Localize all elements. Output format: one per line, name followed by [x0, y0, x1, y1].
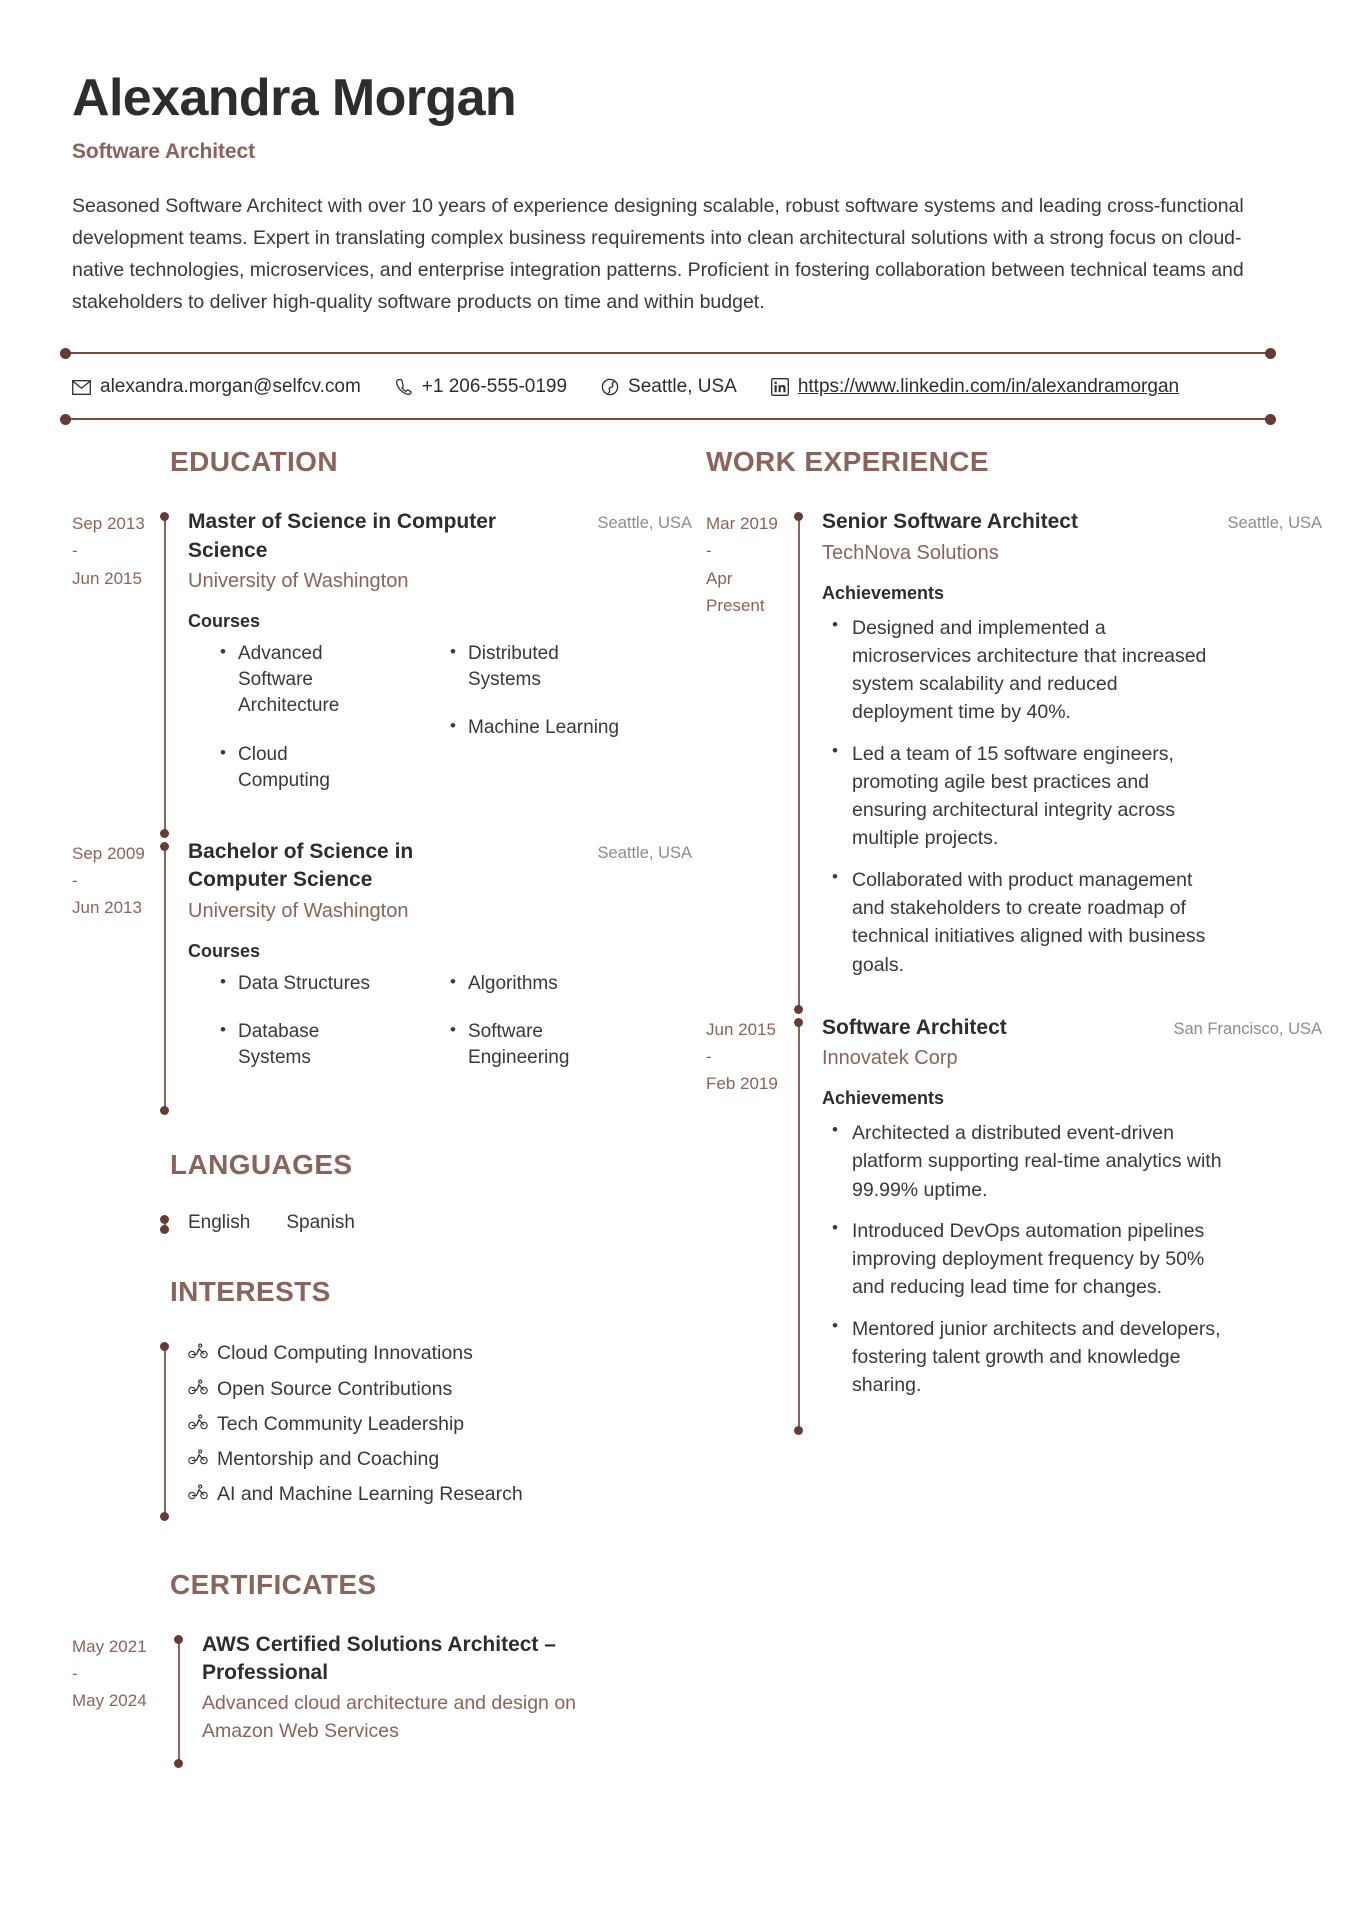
course-item: • Database Systems — [188, 1019, 378, 1071]
date-end: Jun 2013 — [72, 898, 142, 918]
contact-phone[interactable] — [395, 376, 567, 398]
date-start: Mar 2019 — [706, 514, 778, 534]
interest-label: AI and Machine Learning Research — [217, 1483, 523, 1506]
linkedin-icon — [771, 378, 789, 396]
date-start: Sep 2009 — [72, 844, 145, 864]
bicycle-icon — [188, 1338, 208, 1368]
timeline-marker — [792, 1014, 810, 1435]
course-item: • Data Structures — [188, 971, 378, 997]
language-item: English — [188, 1212, 251, 1234]
work-body — [810, 1014, 1322, 1435]
bicycle-icon — [188, 1479, 208, 1509]
education-degree: Master of Science in Computer Science — [188, 510, 497, 562]
bicycle-icon — [188, 1374, 208, 1404]
date-end: May 2024 — [72, 1690, 147, 1710]
course-item: • Machine Learning — [440, 715, 630, 741]
bicycle-icon — [188, 1409, 208, 1439]
work-title: Senior Software Architect — [822, 510, 1078, 534]
interest-item — [188, 1409, 523, 1439]
interests-entry — [72, 1338, 692, 1520]
achievement-item: • Architected a distributed event-driven platform supporting real-time analytics with 99.99% uptime. — [822, 1119, 1222, 1204]
right-column — [692, 446, 1322, 1777]
work-company: TechNova Solutions — [822, 541, 999, 564]
timeline-line — [798, 1022, 800, 1431]
timeline-dot-bottom — [794, 1005, 803, 1014]
achievements-label: Achievements — [822, 582, 945, 603]
interests-list — [176, 1338, 523, 1520]
education-body — [176, 838, 692, 1115]
timeline-dot-bottom — [174, 1759, 183, 1768]
timeline-dot-top — [794, 512, 803, 521]
course-item: • Advanced Software Architecture — [188, 641, 378, 720]
work-location: Seattle, USA — [1227, 514, 1322, 533]
education-date — [72, 838, 158, 1115]
courses-label: Courses — [188, 940, 261, 961]
interest-item — [188, 1374, 523, 1404]
achievement-item: • Led a team of 15 software engineers, promoting agile best practices and ensuring architectural integrity across multiple projects. — [822, 740, 1222, 853]
certificate-date — [72, 1631, 172, 1768]
work-entry — [706, 1014, 1322, 1435]
candidate-role: Software Architect — [72, 140, 255, 164]
timeline-line — [164, 516, 166, 834]
interest-item — [188, 1338, 523, 1368]
bicycle-icon — [188, 1444, 208, 1474]
certificate-entry — [72, 1631, 692, 1768]
date-dash: - — [72, 871, 78, 891]
date-dash: - — [706, 1047, 712, 1066]
achievements-list — [822, 1119, 1322, 1399]
certificates-heading: CERTIFICATES — [170, 1568, 377, 1600]
date-start: Jun 2015 — [706, 1019, 776, 1039]
certificate-body — [190, 1631, 692, 1768]
education-degree: Bachelor of Science in Computer Science — [188, 840, 414, 892]
work-title: Software Architect — [822, 1015, 1007, 1039]
education-body — [176, 508, 692, 838]
date-dash: - — [706, 541, 712, 561]
course-item: • Cloud Computing — [188, 742, 378, 794]
timeline-dot-top — [160, 842, 169, 851]
interest-label: Tech Community Leadership — [217, 1412, 465, 1435]
timeline-dot-top — [160, 1215, 169, 1224]
resume-columns — [72, 446, 1322, 1777]
timeline-marker — [172, 1631, 190, 1768]
work-body — [810, 508, 1322, 1014]
certificates-section — [72, 1569, 692, 1768]
work-date — [706, 1014, 792, 1435]
interests-heading: INTERESTS — [170, 1276, 331, 1308]
date-end: Jun 2015 — [72, 568, 142, 588]
contact-phone-text: +1 206-555-0199 — [421, 376, 568, 398]
interest-item — [188, 1444, 523, 1474]
contact-divider-top — [60, 352, 1276, 354]
date-end: Feb 2019 — [706, 1074, 778, 1094]
interest-label: Open Source Contributions — [217, 1377, 453, 1400]
work-company: Innovatek Corp — [822, 1047, 958, 1070]
timeline-marker — [158, 1211, 176, 1234]
timeline-dot-top — [794, 1018, 803, 1027]
timeline-dot-top — [174, 1635, 183, 1644]
interests-section — [72, 1276, 692, 1520]
envelope-icon — [72, 380, 91, 395]
achievements-list — [822, 614, 1322, 979]
interests-date-spacer — [72, 1338, 158, 1520]
work-date — [706, 508, 792, 1014]
interest-label: Cloud Computing Innovations — [217, 1342, 473, 1365]
education-location: Seattle, USA — [597, 844, 692, 863]
timeline-dot-bottom — [160, 1225, 169, 1234]
contact-location-text: Seattle, USA — [628, 376, 737, 398]
contact-email[interactable] — [72, 376, 361, 398]
languages-entry — [72, 1211, 692, 1234]
education-section — [72, 446, 692, 1115]
contact-linkedin[interactable] — [771, 376, 1179, 398]
course-item: • Software Engineering — [440, 1019, 630, 1071]
courses-list — [188, 971, 692, 1094]
professional-summary: Seasoned Software Architect with over 10 years of experience designing scalable, robust software systems and leading cross-functional development teams. Expert in translating complex business requirements into clean architectural solutions with a strong focus on cloud-native technologies, microservices, and enterprise integration patterns. Proficient in fostering collaboration between technical teams and stakeholders to deliver high-quality software products on time and within budget. — [72, 195, 1244, 313]
work-entry — [706, 508, 1322, 1014]
achievement-item: • Mentored junior architects and developers, fostering talent growth and knowledge sharing. — [822, 1315, 1222, 1400]
timeline-dot-top — [160, 1342, 169, 1351]
education-entry — [72, 838, 692, 1115]
date-start: Sep 2013 — [72, 514, 145, 534]
language-item: Spanish — [286, 1212, 355, 1234]
timeline-dot-bottom — [160, 829, 169, 838]
course-item: • Distributed Systems — [440, 641, 630, 693]
courses-list — [188, 641, 692, 816]
work-experience-heading: WORK EXPERIENCE — [706, 446, 989, 478]
left-column — [72, 446, 692, 1777]
date-dash: - — [72, 1663, 78, 1683]
contact-divider-bottom — [60, 418, 1276, 420]
timeline-marker — [158, 838, 176, 1115]
education-school: University of Washington — [188, 899, 409, 922]
timeline-marker — [158, 508, 176, 838]
education-date — [72, 508, 158, 838]
certificate-description: Advanced cloud architecture and design on Amazon Web Services — [202, 1692, 577, 1742]
interest-label: Mentorship and Coaching — [217, 1448, 440, 1471]
achievements-label: Achievements — [822, 1088, 945, 1109]
languages-heading: LANGUAGES — [170, 1149, 353, 1181]
candidate-name: Alexandra Morgan — [72, 69, 517, 127]
timeline-line — [164, 1346, 166, 1516]
date-start: May 2021 — [72, 1636, 147, 1656]
education-location: Seattle, USA — [597, 514, 692, 533]
timeline-dot-top — [160, 512, 169, 521]
timeline-dot-bottom — [160, 1106, 169, 1115]
contact-location — [601, 376, 737, 398]
education-entry — [72, 508, 692, 838]
languages-list — [176, 1211, 355, 1234]
resume-header — [72, 70, 1288, 318]
phone-icon — [395, 378, 413, 396]
achievement-item: • Collaborated with product management and stakeholders to create roadmap of technical initiatives aligned with business goals. — [822, 866, 1222, 979]
timeline-dot-bottom — [160, 1512, 169, 1521]
date-end: Apr Present — [706, 568, 765, 615]
certificate-title: AWS Certified Solutions Architect – Professional — [202, 1632, 556, 1684]
course-item: • Algorithms — [440, 971, 630, 997]
timeline-line — [178, 1639, 180, 1764]
education-school: University of Washington — [188, 569, 409, 592]
timeline-dot-bottom — [794, 1426, 803, 1435]
achievement-item: • Designed and implemented a microservices architecture that increased system scalability and reduced deployment time by 40%. — [822, 614, 1222, 727]
interest-item — [188, 1479, 523, 1509]
globe-pin-icon — [601, 378, 619, 396]
date-dash: - — [72, 541, 78, 561]
contact-email-text: alexandra.morgan@selfcv.com — [100, 376, 361, 398]
languages-date-spacer — [72, 1211, 158, 1234]
work-location: San Francisco, USA — [1173, 1019, 1322, 1038]
timeline-line — [164, 846, 166, 1111]
contact-linkedin-url: https://www.linkedin.com/in/alexandramorgan — [797, 376, 1180, 398]
achievement-item: • Introduced DevOps automation pipelines improving deployment frequency by 50% and reducing lead time for changes. — [822, 1217, 1222, 1302]
timeline-line — [798, 516, 800, 1010]
contact-bar — [72, 352, 1288, 420]
timeline-marker — [158, 1338, 176, 1520]
languages-section — [72, 1149, 692, 1234]
timeline-marker — [792, 508, 810, 1014]
courses-label: Courses — [188, 610, 261, 631]
education-heading: EDUCATION — [170, 446, 338, 478]
